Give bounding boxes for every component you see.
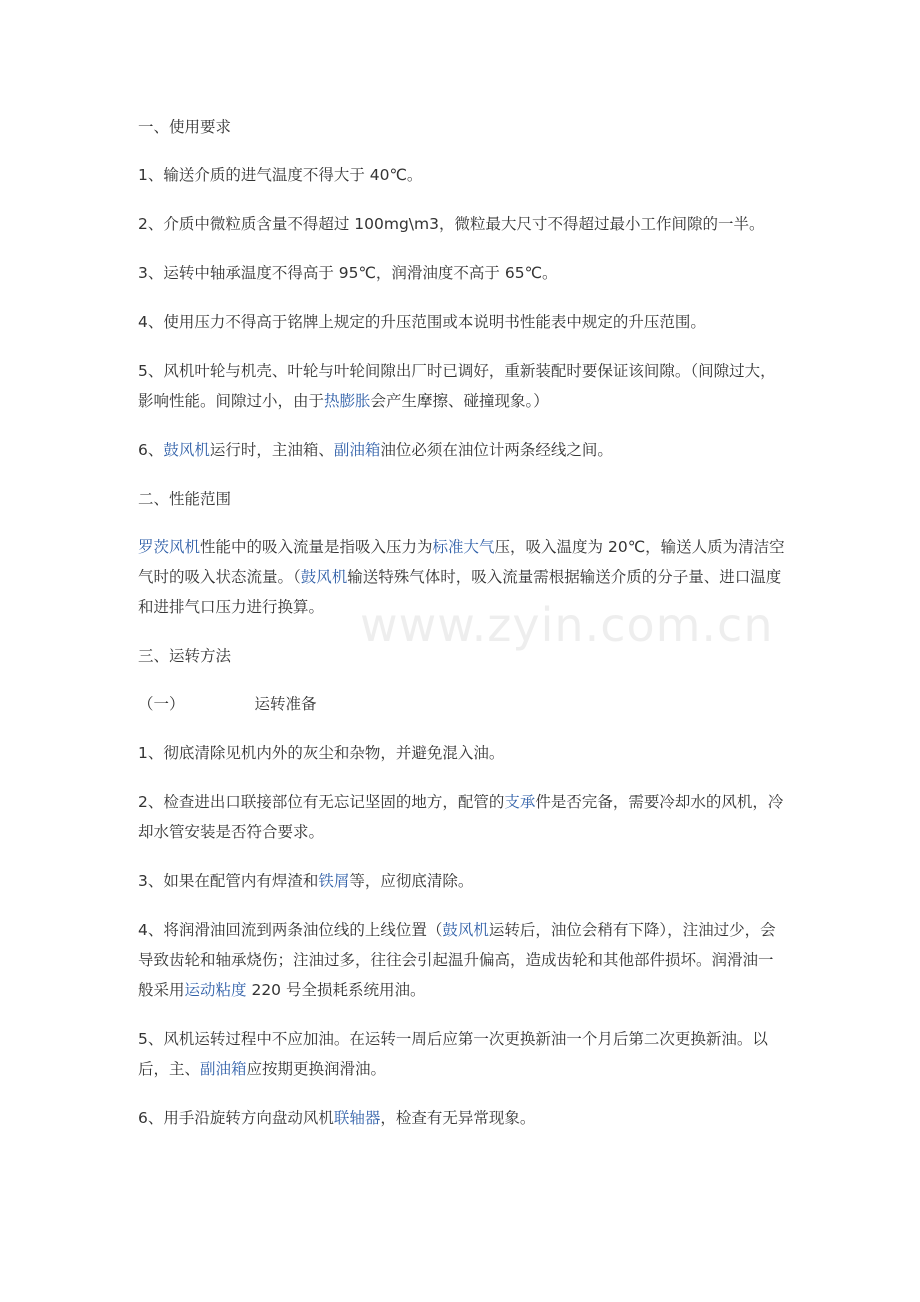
link-auxiliary-oil-tank[interactable]: 副油箱: [200, 1060, 247, 1078]
text: 会产生摩擦、碰撞现象。）: [370, 392, 549, 410]
text: 220 号全损耗系统用油。: [246, 981, 426, 999]
section-heading-performance-range: 二、性能范围: [138, 490, 232, 508]
subsection-heading: [138, 689, 788, 719]
link-support[interactable]: 支承: [504, 793, 536, 811]
text: 压，吸入温度为 20℃，输送人质为清洁空气时的吸入状态流量。（: [138, 538, 785, 586]
paragraph-4: 4、使用压力不得高于铭牌上规定的升压范围或本说明书性能表中规定的升压范围。: [138, 313, 706, 331]
link-auxiliary-oil-tank[interactable]: 副油箱: [333, 441, 381, 459]
text: 6、: [138, 441, 164, 459]
paragraph-prep-6: [138, 1103, 788, 1133]
text: 应按期更换润滑油。: [246, 1060, 387, 1078]
paragraph-prep-5: [138, 1024, 788, 1084]
text: 输送特殊气体时，吸入流量需根据输送介质的分子量、进口温度和进排气口压力进行换算。: [138, 568, 782, 616]
text: 件是否完备，需要冷却水的风机，冷却水管安装是否符合要求。: [138, 793, 784, 841]
text: 4、将润滑油回流到两条油位线的上线位置（: [138, 921, 443, 939]
paragraph-prep-2: [138, 787, 788, 847]
link-blower[interactable]: 鼓风机: [163, 441, 210, 459]
link-coupling[interactable]: 联轴器: [333, 1109, 381, 1127]
section-heading-operation-method: 三、运转方法: [138, 647, 232, 665]
paragraph-prep-3: [138, 866, 788, 896]
text: 运行时，主油箱、: [209, 441, 334, 459]
text: 5、风机运转过程中不应加油。在运转一周后应第一次更换新油一个月后第二次更换新油。以后，主、: [138, 1030, 768, 1078]
subsection-number: （一）: [138, 695, 185, 713]
link-iron-filings[interactable]: 铁屑: [318, 872, 350, 890]
paragraph-prep-1: 1、彻底清除见机内外的灰尘和杂物，并避免混入油。: [138, 744, 505, 762]
text: 油位必须在油位计两条经线之间。: [380, 441, 613, 459]
text: 性能中的吸入流量是指吸入压力为: [200, 538, 433, 556]
text: 2、检查进出口联接部位有无忘记坚固的地方，配管的: [138, 793, 505, 811]
paragraph-1: 1、输送介质的进气温度不得大于 40℃。: [138, 166, 423, 184]
link-kinematic-viscosity[interactable]: 运动粘度: [184, 981, 247, 999]
text: 3、如果在配管内有焊渣和: [138, 872, 319, 890]
subsection-title: 运转准备: [254, 695, 317, 713]
link-blower[interactable]: 鼓风机: [442, 921, 489, 939]
watermark: www.zyin.com.cn: [360, 598, 774, 652]
link-blower[interactable]: 鼓风机: [300, 568, 348, 586]
section-heading-usage-requirements: 一、使用要求: [138, 118, 232, 136]
text: 5、风机叶轮与机壳、叶轮与叶轮间隙出厂时已调好，重新装配时要保证该间隙。（间隙过大，影响性能。间隙过小，由于: [138, 362, 776, 410]
paragraph-5: [138, 356, 788, 416]
text: 等，应彻底清除。: [349, 872, 474, 890]
paragraph-6: [138, 435, 788, 465]
link-standard-atmosphere[interactable]: 标准大气: [432, 538, 495, 556]
link-thermal-expansion[interactable]: 热膨胀: [324, 392, 371, 410]
paragraph-3: 3、运转中轴承温度不得高于 95℃，润滑油度不高于 65℃。: [138, 264, 558, 282]
text: 运转后，油位会稍有下降），注油过少，会导致齿轮和轴承烧伤；注油过多，往往会引起温升偏高，造成齿轮和其他部件损坏。润滑油一般采用: [138, 921, 776, 999]
paragraph-prep-4: [138, 915, 788, 1005]
text: ，检查有无异常现象。: [380, 1109, 536, 1127]
link-roots-blower[interactable]: 罗茨风机: [138, 538, 201, 556]
document-body: [138, 112, 788, 1152]
paragraph-2: 2、介质中微粒质含量不得超过 100mg\m3，微粒最大尺寸不得超过最小工作间隙的一半。: [138, 215, 765, 233]
text: 6、用手沿旋转方向盘动风机: [138, 1109, 334, 1127]
paragraph-performance: [138, 532, 788, 622]
